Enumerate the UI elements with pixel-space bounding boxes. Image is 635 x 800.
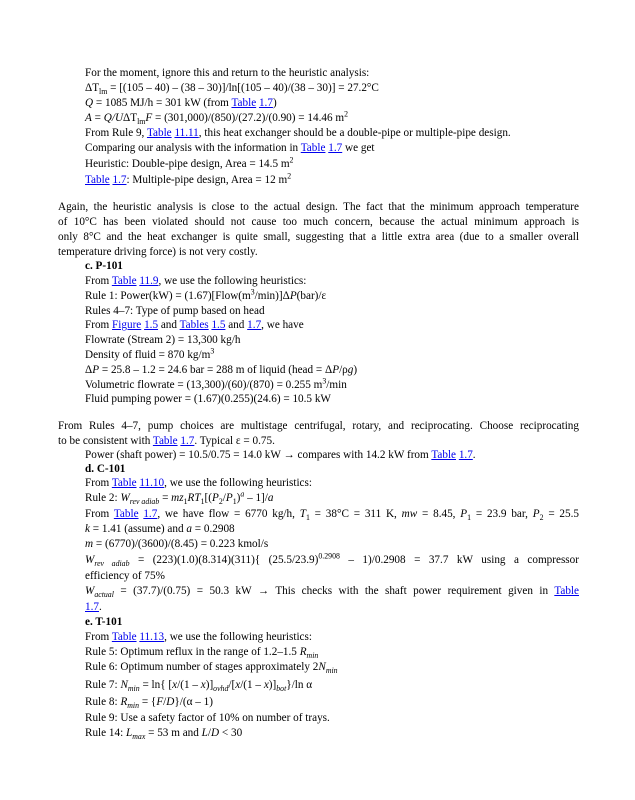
work-equation-line: $W_{rev adiab} = (223)(1.0)(8.314)(311)${ $(25.5/23.9)^{0.2908} - 1)/0.2908 = 37.7$ kW using a compressor (85, 551, 579, 569)
paragraph-line: temperature driving force) is not very costly. (58, 246, 258, 258)
table-link[interactable]: Table (113, 508, 139, 520)
actual-work-line-cont: 1.7. (85, 601, 102, 613)
section-heading-c101: d. C-101 (85, 463, 126, 475)
area-equation: $A = Q/U\Delta T_{lm}F = (301,000)/(850)/(27.2)/(0.90) = 14.46$ $m^2$ (85, 109, 348, 127)
table-1-7-link[interactable]: 1.7 (458, 449, 473, 461)
table-link[interactable]: Table (152, 435, 178, 447)
table-1-7-link[interactable]: 1.7 (85, 601, 99, 613)
rule5-line: Rule 5: Optimum reflux in the range of 1.2–1.5 $R_{min}$ (85, 646, 319, 661)
table-11-11-link[interactable]: 11.11 (174, 127, 199, 139)
rule7-line: Rule 7: $N_{min} = \ln${ $[x/(1 - x)]_{ovhd}/[x/(1 - x)]_{bot}\}/\ln$ α (85, 679, 313, 694)
section-heading-p101: c. P-101 (85, 260, 123, 272)
paragraph-line: of 10°C has been violated should not cause too much concern, because the actual minimum approach is (58, 216, 579, 228)
paragraph-line: to be consistent with Table 1.7. Typical ε = 0.75. (58, 435, 275, 447)
section-heading-t101: e. T-101 (85, 616, 123, 628)
paragraph-line: From Rules 4–7, pump choices are multistage centrifugal, rotary, and reciprocating. Choose reciprocating (58, 420, 579, 432)
table-link[interactable]: Table (146, 127, 172, 139)
table-link[interactable]: Table (231, 97, 257, 109)
table-11-9-link[interactable]: 11.9 (139, 275, 159, 287)
molar-flow-line: m = (6770)/(3600)/(8.45) = 0.223 kmol/s (85, 538, 269, 550)
pump-from-line: From Table 11.9, we use the following heuristics: (85, 275, 307, 287)
table17-line: Table 1.7: Multiple-pipe design, Area = 12 $m^2$ (85, 171, 292, 186)
rule9-tower-line: Rule 9: Use a safety factor of 10% on number of trays. (85, 712, 330, 724)
delta-p-line: ΔP = 25.8 – 1.2 = 24.6 bar = 288 m of liquid (head = ΔP/ρg) (85, 364, 358, 376)
table-link[interactable]: Table (111, 631, 137, 643)
intro-line: For the moment, ignore this and return to the heuristic analysis: (85, 67, 370, 79)
rule2-line: Rule 2: $W_{rev adiab} = mz_1RT_1[(P_2/P_1)^a - 1]/a$ (85, 489, 274, 507)
figure-line: From Figure 1.5 and Tables 1.5 and 1.7, we have (85, 319, 304, 331)
table-1-7-link[interactable]: 1.7 (328, 142, 343, 154)
table-1-7-link[interactable]: 1.7 (247, 319, 262, 331)
table-1-7-link[interactable]: 1.7 (180, 435, 195, 447)
shaft-power-line: Power (shaft power) = 10.5/0.75 = 14.0 kW → compares with 14.2 kW from Table 1.7. (85, 449, 476, 461)
table-data-line: From Table 1.7, we have flow = 6770 kg/h, $T_1 = 38^\circ C = 311$ K, mw = 8.45, $P_1 = 23.9$ bar, $P_2 = 25.5$ (85, 508, 580, 523)
table-11-13-link[interactable]: 11.13 (139, 631, 165, 643)
volumetric-line: Volumetric flowrate = (13,300)/(60)/(870) = 0.255 $m^3/\min$ (85, 376, 347, 391)
paragraph-line: Again, the heuristic analysis is close to the actual design. The fact that the minimum approach temperature (58, 201, 579, 213)
rule1-line: Rule 1: Power(kW) = $(1.67)[Flow(m^3/\min)]\Delta P(bar)/\varepsilon$ (85, 287, 327, 302)
table-1-7-link[interactable]: 1.7 (258, 97, 273, 109)
table-link[interactable]: Table (431, 449, 457, 461)
flowrate-line: Flowrate (Stream 2) = 13,300 kg/h (85, 334, 241, 346)
tables-link[interactable]: Tables (179, 319, 209, 331)
table-link[interactable]: Table (85, 174, 110, 186)
rules47-line: Rules 4–7: Type of pump based on head (85, 305, 265, 317)
rule6-line: Rule 6: Optimum number of stages approximately $2N_{min}$ (85, 661, 338, 676)
table-1-5-link[interactable]: 1.5 (211, 319, 226, 331)
efficiency-line: efficiency of 75% (85, 570, 165, 582)
paragraph-line: only 8°C and the heat exchanger is quite small, suggesting that a little extra area (due to a smaller overall (58, 231, 579, 243)
table-link[interactable]: Table (300, 142, 326, 154)
table-1-7-link[interactable]: 1.7 (112, 174, 127, 186)
table-1-7-link[interactable]: 1.7 (143, 508, 158, 520)
q-equation: Q = 1085 MJ/h = 301 kW (from Table 1.7) (85, 97, 277, 109)
fluid-power-line: Fluid pumping power = (1.67)(0.255)(24.6) = 10.5 kW (85, 393, 331, 405)
actual-work-line: $W_{actual} = (37.7)/(0.75) = 50.3$ kW → This checks with the shaft power requirement given in Table (85, 585, 579, 600)
density-line: Density of fluid = 870 $kg/m^3$ (85, 346, 215, 361)
k-line: k = 1.41 (assume) and a = 0.2908 (85, 523, 235, 535)
rule9-line: From Rule 9, Table 11.11, this heat exchanger should be a double-pipe or multiple-pipe design. (85, 127, 511, 139)
table-link[interactable]: Table (111, 477, 137, 489)
figure-link[interactable]: Figure (112, 319, 142, 331)
heuristic-line: Heuristic: Double-pipe design, Area = 14.5 $m^2$ (85, 155, 294, 170)
table-11-10-link[interactable]: 11.10 (139, 477, 165, 489)
table-link[interactable]: Table (554, 585, 579, 597)
rule14-line: Rule 14: $L_{max} = 53$ m and L/D < 30 (85, 727, 243, 742)
figure-1-5-link[interactable]: 1.5 (144, 319, 159, 331)
table-link[interactable]: Table (111, 275, 137, 287)
compare-line: Comparing our analysis with the information in Table 1.7 we get (85, 142, 375, 154)
dtlm-equation: $\Delta T_{lm} = [(105 - 40) - (38 - 30)]/\ln[(105 - 40)/(38 - 30)] = 27.2^\circ C$ (85, 82, 379, 97)
tower-from-line: From Table 11.13, we use the following heuristics: (85, 631, 312, 643)
rule8-line: Rule 8: $R_{min} = \{F/D\}/(\alpha - 1)$ (85, 696, 213, 711)
compressor-from-line: From Table 11.10, we use the following heuristics: (85, 477, 312, 489)
